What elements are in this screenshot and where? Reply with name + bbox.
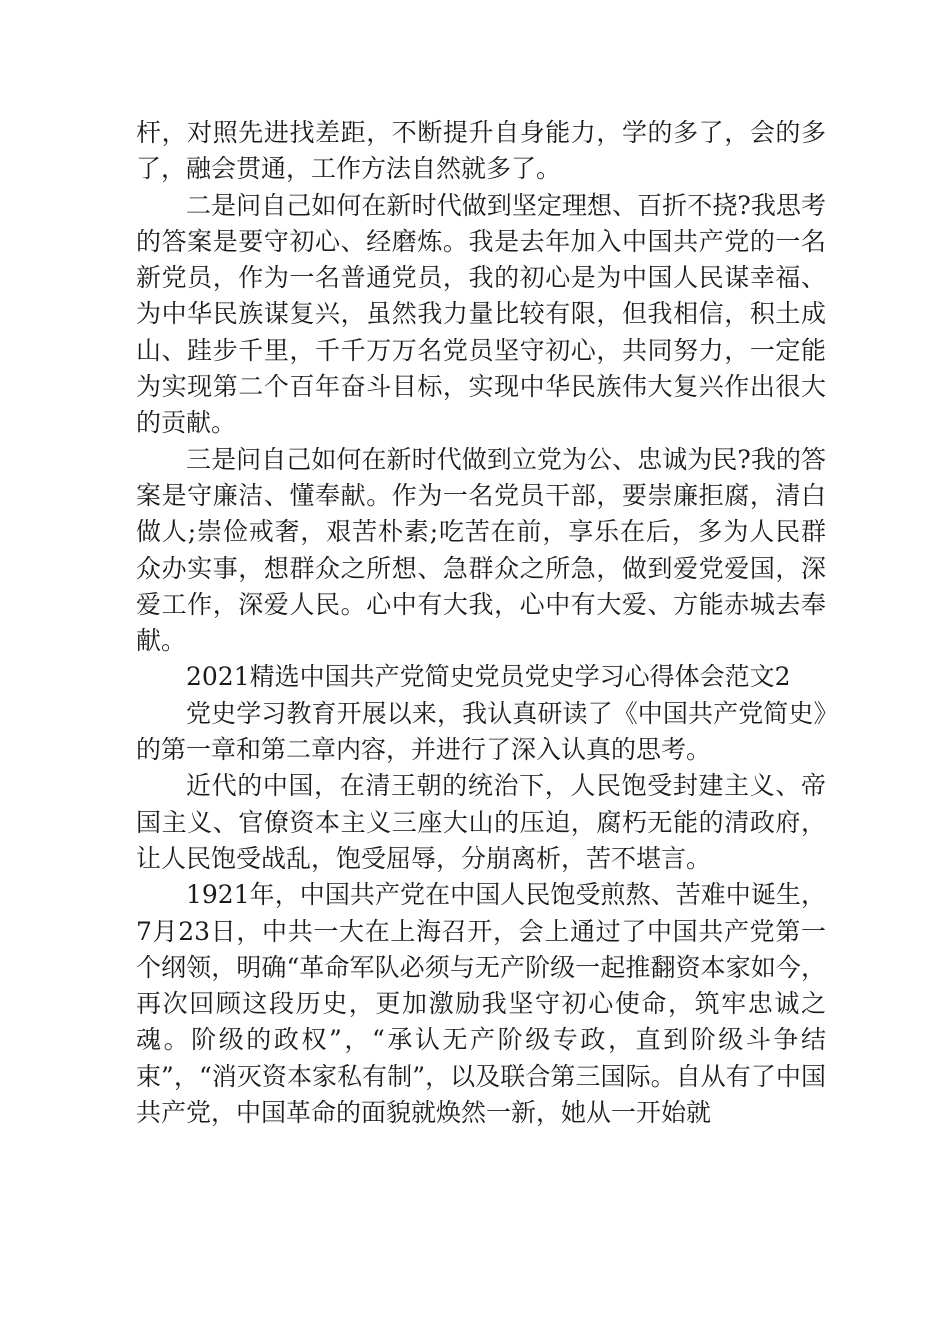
- paragraph: 1921年，中国共产党在中国人民饱受煎熬、苦难中诞生，7月23日，中共一大在上海召开，会上通过了中国共产党第一个纲领，明确“革命军队必须与无产阶级一起推翻资本家如今，再次回顾这段历史，更加激励我坚守初心使命，筑牢忠诚之魂。阶级的政权”，“承认无产阶级专政，直到阶级斗争结束”，“消灭资本家私有制”，以及联合第三国际。自从有了中国共产党，中国革命的面貌就焕然一新，她从一开始就: [136, 880, 826, 1128]
- paragraph: 三是问自己如何在新时代做到立党为公、忠诚为民?我的答案是守廉洁、懂奉献。作为一名党员干部，要崇廉拒腐，清白做人;崇俭戒奢，艰苦朴素;吃苦在前，享乐在后，多为人民群众办实事，想群众之所想、急群众之所急，做到爱党爱国，深爱工作，深爱人民。心中有大我，心中有大爱、方能赤城去奉献。: [136, 444, 826, 656]
- section-title: 2021精选中国共产党简史党员党史学习心得体会范文2: [186, 662, 791, 692]
- paragraph: 近代的中国，在清王朝的统治下，人民饱受封建主义、帝国主义、官僚资本主义三座大山的压迫，腐朽无能的清政府，让人民饱受战乱，饱受屈辱，分崩离析，苦不堪言。: [136, 771, 826, 873]
- paragraph: 二是问自己如何在新时代做到坚定理想、百折不挠?我思考的答案是要守初心、经磨炼。我是去年加入中国共产党的一名新党员，作为一名普通党员，我的初心是为中国人民谋幸福、为中华民族谋复兴，虽然我力量比较有限，但我相信，积土成山、跬步千里，千千万万名党员坚守初心，共同努力，一定能为实现第二个百年奋斗目标，实现中华民族伟大复兴作出很大的贡献。: [136, 190, 826, 438]
- paragraph: 杆，对照先进找差距，不断提升自身能力，学的多了，会的多了，融会贯通，工作方法自然就多了。: [136, 118, 826, 184]
- paragraph: 党史学习教育开展以来，我认真研读了《中国共产党简史》的第一章和第二章内容，并进行了深入认真的思考。: [136, 698, 826, 765]
- document-body: [136, 115, 826, 1131]
